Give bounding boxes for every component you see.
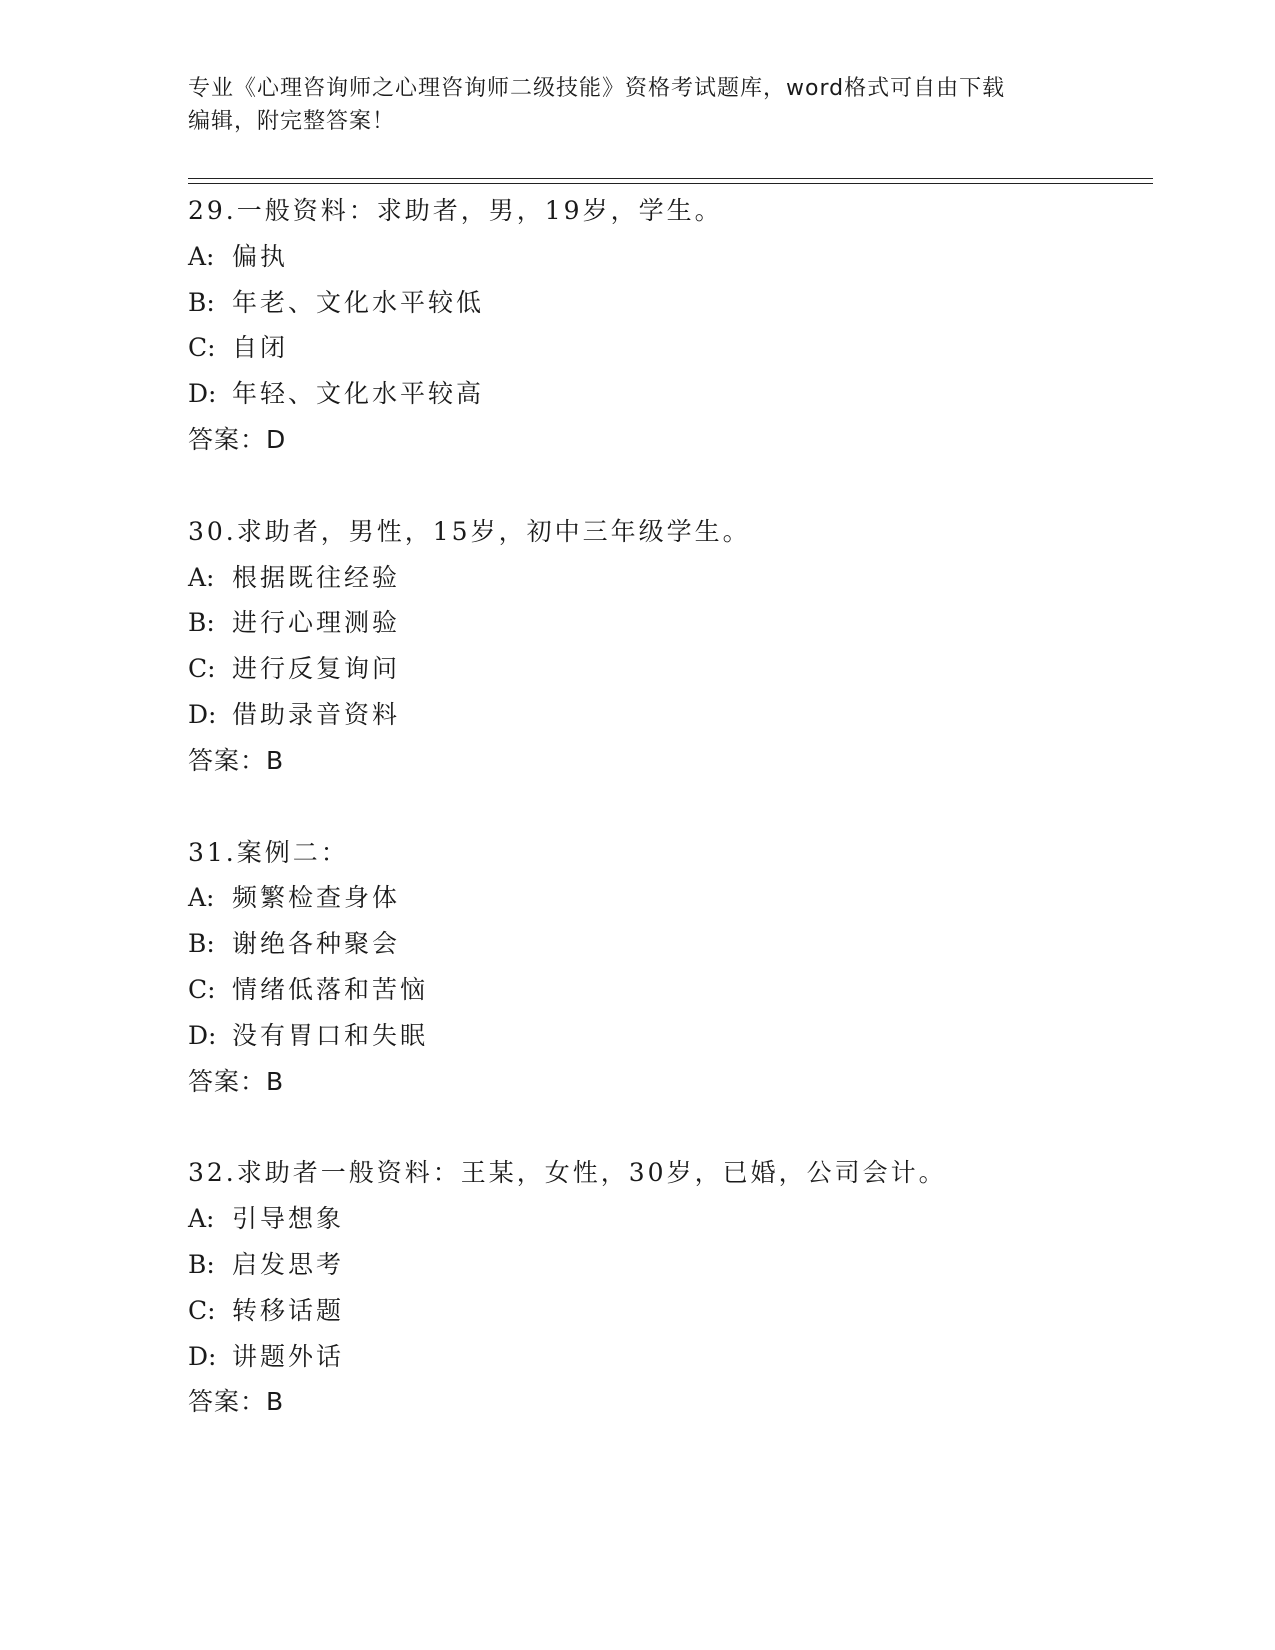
option-key: A: [188,883,215,913]
option-key: C: [188,1295,216,1325]
header-divider-bottom [188,183,1153,184]
option-text: 进行反复询问 [232,654,401,684]
question-31 [188,830,1148,1105]
answer-line: 答案：B [188,745,285,775]
option-b [188,600,1148,646]
option-key: A: [188,562,215,592]
option-key: B: [188,929,215,959]
option-key: B: [188,608,215,638]
question-stem: 30.求助者，男性，15岁，初中三年级学生。 [188,516,751,546]
option-key: A: [188,1204,215,1234]
option-a [188,555,1148,601]
option-text: 借助录音资料 [232,699,401,729]
answer-line: 答案：B [188,1066,285,1096]
option-b [188,921,1148,967]
header-divider-top [188,178,1153,179]
option-d [188,1013,1148,1059]
option-a [188,234,1148,280]
option-text: 偏执 [232,241,289,271]
option-c [188,967,1148,1013]
option-c [188,325,1148,371]
question-32 [188,1150,1148,1425]
option-key: D: [188,699,217,729]
answer-line: 答案：B [188,1387,285,1417]
option-b [188,1242,1148,1288]
option-text: 讲题外话 [232,1341,345,1371]
question-stem: 32.求助者一般资料：王某，女性，30岁，已婚，公司会计。 [188,1158,947,1188]
question-list [188,188,1148,1471]
option-key: D: [188,379,217,409]
header-line-1: 专业《心理咨询师之心理咨询师二级技能》资格考试题库，word格式可自由下载 [188,76,1006,101]
option-d [188,371,1148,417]
header-line-2: 编辑，附完整答案！ [188,109,396,134]
option-text: 情绪低落和苦恼 [232,974,429,1004]
question-30 [188,509,1148,784]
option-text: 引导想象 [232,1204,345,1234]
option-c [188,646,1148,692]
question-stem: 29.一般资料：求助者，男，19岁，学生。 [188,196,723,225]
option-text: 转移话题 [232,1295,345,1325]
option-text: 根据既往经验 [232,562,401,592]
option-key: C: [188,654,216,684]
question-stem: 31.案例二： [188,837,349,867]
option-key: D: [188,1020,217,1050]
option-text: 年老、文化水平较低 [232,287,485,317]
option-a [188,1196,1148,1242]
option-key: D: [188,1341,217,1371]
option-d [188,692,1148,738]
question-29 [188,188,1148,463]
option-key: B: [188,287,215,317]
option-text: 自闭 [232,333,289,363]
option-key: B: [188,1249,215,1279]
option-key: C: [188,974,216,1004]
option-text: 年轻、文化水平较高 [232,379,485,409]
option-c [188,1288,1148,1334]
option-text: 进行心理测验 [232,608,401,638]
option-d [188,1334,1148,1380]
answer-line: 答案：D [188,424,287,454]
option-text: 谢绝各种聚会 [232,929,401,959]
document-header [188,72,1068,138]
option-text: 没有胃口和失眠 [232,1020,429,1050]
option-a [188,875,1148,921]
option-text: 频繁检查身体 [232,883,401,913]
option-key: C: [188,333,216,363]
option-key: A: [188,241,215,271]
option-text: 启发思考 [232,1249,345,1279]
option-b [188,280,1148,326]
